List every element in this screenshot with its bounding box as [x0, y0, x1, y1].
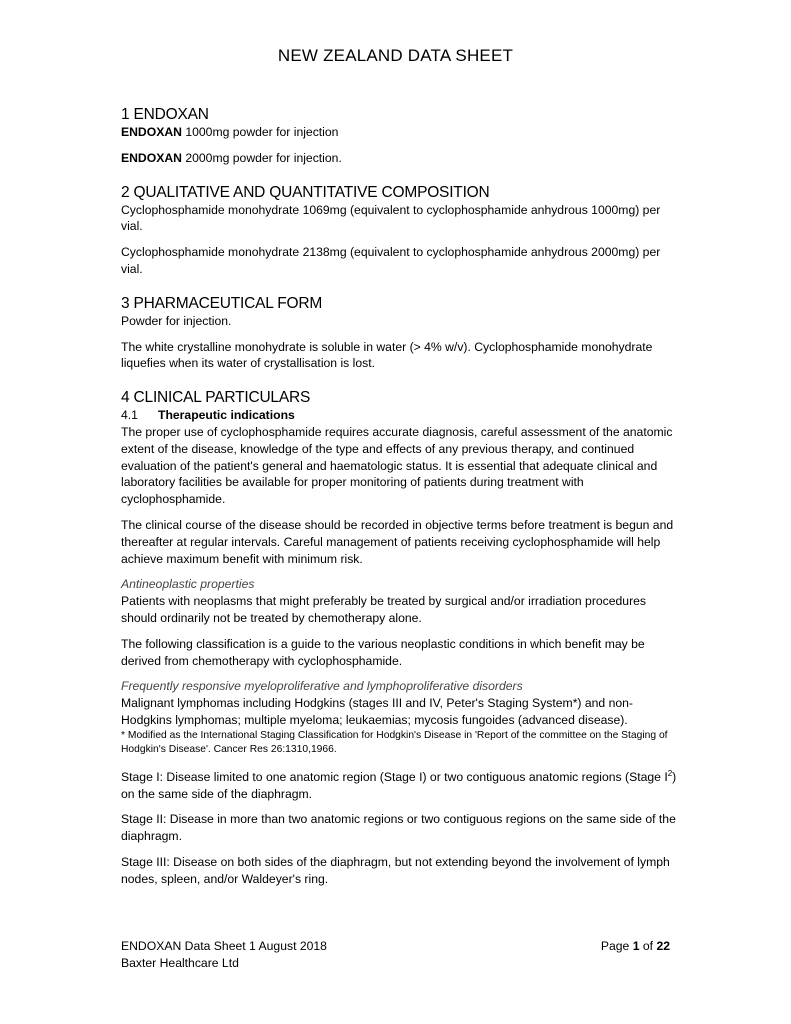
- footer-doc-title: ENDOXAN Data Sheet 1 August 2018: [121, 939, 327, 953]
- italic-subheading: Antineoplastic properties: [121, 577, 255, 592]
- footer-company: Baxter Healthcare Ltd: [121, 956, 239, 970]
- paragraph: Cyclophosphamide monohydrate 2138mg (equivalent to cyclophosphamide anhydrous 2000mg) per vial.: [121, 245, 661, 276]
- footnote: * Modified as the International Staging Classification for Hodgkin's Disease in 'Report of the committee on the Staging of Hodgkin's Disease'. Cancer Res 26:1310,1966.: [121, 729, 668, 755]
- page-of-label: of: [639, 939, 657, 953]
- stage-2: Stage II: Disease in more than two anatomic regions or two contiguous regions on the same side of the diaphragm.: [121, 812, 676, 844]
- subsection-heading: [121, 407, 681, 424]
- subsection-number: 4.1: [121, 408, 138, 423]
- stage-3: Stage III: Disease on both sides of the diaphragm, but not extending beyond the involvement of lymph nodes, spleen, and/or Waldeyer's ring.: [121, 854, 670, 886]
- paragraph: Powder for injection.: [121, 313, 232, 328]
- superscript: 2: [667, 768, 673, 778]
- paragraph: The following classification is a guide to the various neoplastic conditions in which benefit may be derived from chemotherapy with cyclophosphamide.: [121, 636, 645, 668]
- page-label: Page: [600, 939, 633, 953]
- stage-1: [121, 766, 681, 803]
- page-title: NEW ZEALAND DATA SHEET: [277, 46, 514, 65]
- product-line-1: [121, 124, 681, 141]
- subsection-title: Therapeutic indications: [158, 408, 295, 423]
- section-4-heading: 4 CLINICAL PARTICULARS: [121, 389, 311, 407]
- page-number: [601, 938, 670, 955]
- section-1-heading: 1 ENDOXAN: [121, 106, 209, 123]
- document-body: [121, 105, 681, 888]
- paragraph: Patients with neoplasms that might preferably be treated by surgical and/or irradiation procedures should ordinarily not be treated by chemotherapy alone.: [121, 594, 647, 625]
- product-desc: 1000mg powder for injection: [181, 125, 339, 139]
- section-3-heading: 3 PHARMACEUTICAL FORM: [121, 294, 323, 312]
- stage-1-text: ) on the same side of the diaphragm.: [121, 769, 677, 801]
- paragraph: The clinical course of the disease should be recorded in objective terms before treatment is begun and thereafter at regular intervals. Careful management of patients receiving cyclophosphamide will help achieve maximum benefit with minimum risk.: [121, 517, 674, 566]
- paragraph: The white crystalline monohydrate is soluble in water (> 4% w/v). Cyclophosphamide monohydrate liquefies when its water of crystallisation is lost.: [121, 339, 653, 371]
- current-page: 1: [632, 939, 640, 953]
- section-2-heading: 2 QUALITATIVE AND QUANTITATIVE COMPOSITION: [121, 183, 490, 201]
- paragraph: The proper use of cyclophosphamide requires accurate diagnosis, careful assessment of the anatomic extent of the disease, knowledge of the type and effects of any previous therapy, and continued evaluation of the patient's general and haematologic status. It is essential that adequate clinical and laboratory facilities be available for proper monitoring of patients during treatment with cyclophosphamide.: [121, 424, 673, 507]
- product-name: ENDOXAN: [121, 150, 182, 165]
- page-footer: [121, 938, 670, 972]
- total-pages: 22: [656, 939, 670, 953]
- paragraph: Malignant lymphomas including Hodgkins (stages III and IV, Peter's Staging System*) and non-Hodgkins lymphomas; multiple myeloma; leukaemias; mycosis fungoides (advanced disease).: [121, 696, 633, 727]
- product-name: ENDOXAN: [121, 125, 182, 139]
- italic-subheading: Frequently responsive myeloproliferative and lymphoproliferative disorders: [121, 679, 523, 694]
- product-line-2: [121, 150, 681, 167]
- product-desc: 2000mg powder for injection.: [181, 150, 342, 165]
- paragraph: Cyclophosphamide monohydrate 1069mg (equivalent to cyclophosphamide anhydrous 1000mg) per vial.: [121, 202, 661, 234]
- stage-1-text: Stage I: Disease limited to one anatomic region (Stage I) or two contiguous anatomic regions (Stage I: [121, 769, 668, 784]
